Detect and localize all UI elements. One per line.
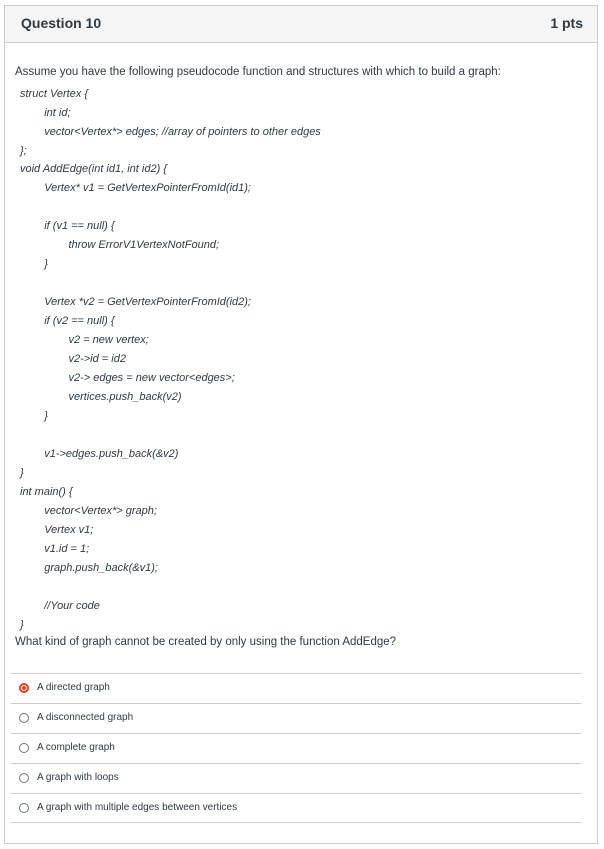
answer-option[interactable] — [11, 763, 581, 793]
answer-option[interactable] — [11, 733, 581, 763]
radio-button[interactable] — [19, 683, 29, 693]
code-line: vector<Vertex*> graph; — [32, 505, 157, 517]
answer-label: A complete graph — [37, 742, 115, 753]
answer-label: A graph with loops — [37, 772, 119, 783]
code-line: v2 = new vertex; — [44, 334, 149, 346]
radio-button[interactable] — [19, 743, 29, 753]
code-line: } — [20, 619, 24, 631]
code-line: v2-> edges = new vector<edges>; — [44, 372, 235, 384]
code-line: int id; — [32, 107, 71, 119]
code-line: Vertex* v1 = GetVertexPointerFromId(id1); — [32, 182, 251, 194]
question-points: 1 pts — [550, 15, 583, 31]
question-intro: Assume you have the following pseudocode function and structures with which to build a graph: — [15, 66, 501, 78]
answer-label: A directed graph — [37, 682, 110, 693]
question-prompt: What kind of graph cannot be created by only using the function AddEdge? — [15, 636, 397, 648]
answer-label: A disconnected graph — [37, 712, 134, 723]
code-line: struct Vertex { — [20, 88, 89, 100]
radio-button[interactable] — [19, 803, 29, 813]
radio-button[interactable] — [19, 773, 29, 783]
code-line: v1.id = 1; — [32, 543, 90, 555]
code-line: vector<Vertex*> edges; //array of pointers to other edges — [32, 126, 321, 138]
code-line: void AddEdge(int id1, int id2) { — [20, 163, 167, 175]
code-line: vertices.push_back(v2) — [44, 391, 182, 403]
question-header — [5, 6, 597, 43]
code-line: throw ErrorV1VertexNotFound; — [44, 239, 220, 251]
answer-option[interactable] — [11, 673, 581, 703]
answer-option[interactable] — [11, 793, 581, 823]
code-line: graph.push_back(&v1); — [32, 562, 158, 574]
code-line: v1->edges.push_back(&v2) — [32, 448, 179, 460]
code-line: } — [32, 258, 48, 270]
code-line: if (v1 == null) { — [32, 220, 115, 232]
code-line: Vertex v1; — [32, 524, 94, 536]
code-line: if (v2 == null) { — [32, 315, 115, 327]
code-line: }; — [20, 145, 27, 157]
answer-option[interactable] — [11, 703, 581, 733]
code-line: } — [20, 467, 24, 479]
code-line: } — [32, 410, 48, 422]
code-line: v2->id = id2 — [44, 353, 126, 365]
code-line: int main() { — [20, 486, 73, 498]
radio-button[interactable] — [19, 713, 29, 723]
question-title: Question 10 — [21, 15, 102, 31]
answer-label: A graph with multiple edges between vertices — [37, 802, 238, 813]
code-line: //Your code — [32, 600, 100, 612]
answer-list — [11, 673, 581, 823]
code-line: Vertex *v2 = GetVertexPointerFromId(id2); — [32, 296, 251, 308]
